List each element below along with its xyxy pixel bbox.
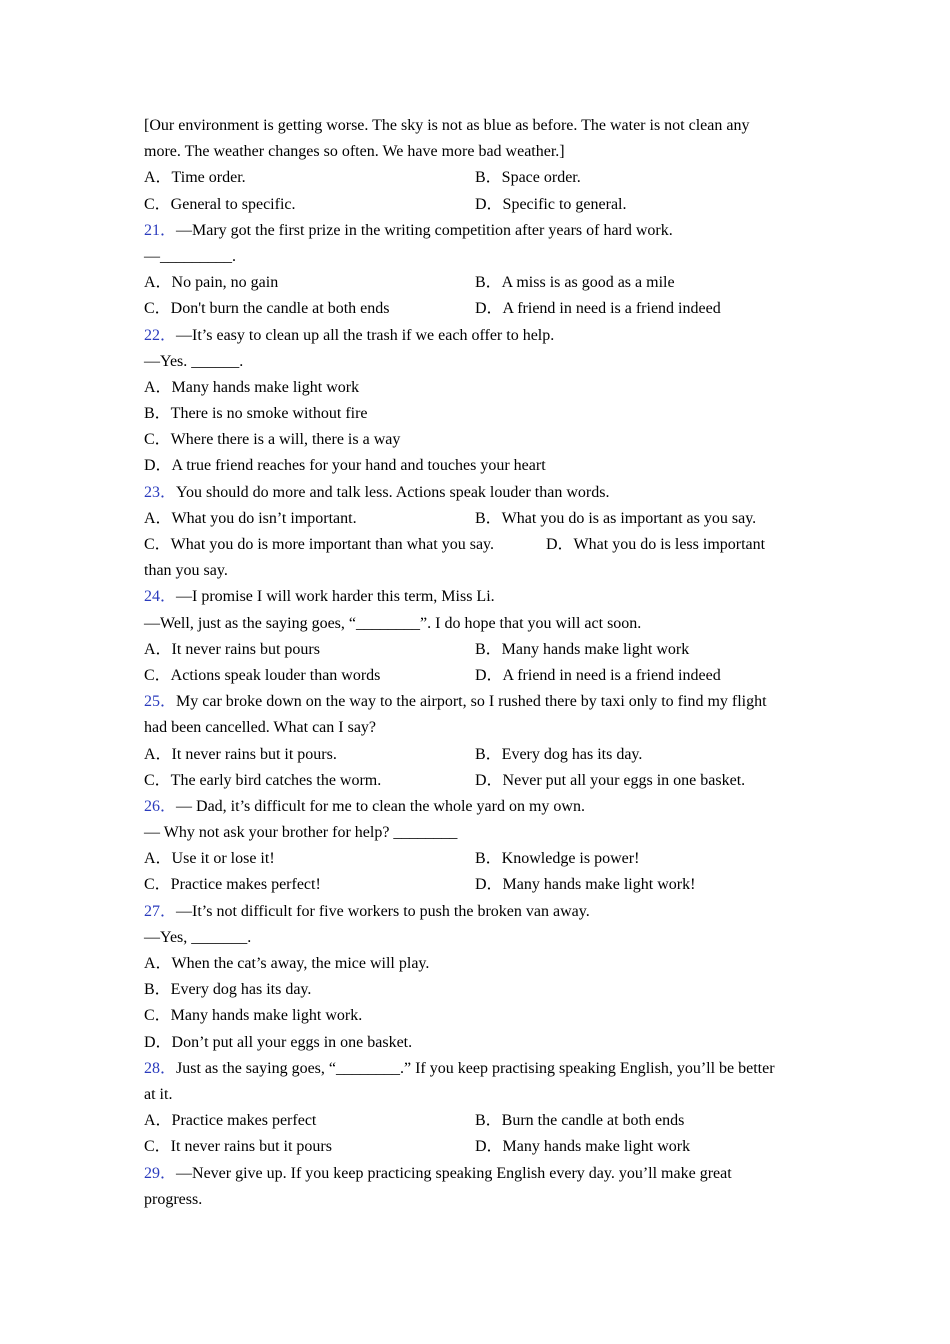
- question-continuation: had been cancelled. What can I say?: [144, 719, 377, 737]
- question-continuation: progress.: [144, 1190, 203, 1208]
- option-row: [144, 872, 809, 898]
- question-number: 29．: [144, 1164, 177, 1182]
- question-text: —Mary got the first prize in the writing competition after years of hard work.: [176, 221, 673, 239]
- option-c: C．The early bird catches the worm.: [144, 771, 382, 789]
- option-a: A．Practice makes perfect: [144, 1112, 317, 1130]
- question-23: [144, 480, 809, 506]
- question-22: [144, 323, 809, 349]
- question-number: 26．: [144, 797, 177, 815]
- option-d: D．Many hands make light work!: [475, 876, 696, 894]
- option-a: A．No pain, no gain: [144, 274, 279, 292]
- option-c: C．What you do is more important than what you say.: [144, 536, 495, 553]
- option-b: B．What you do is as important as you say.: [475, 509, 757, 527]
- reply-line: —_________.: [144, 247, 236, 265]
- option-c: C．General to specific.: [144, 195, 296, 213]
- reply-line: — Why not ask your brother for help? ________: [144, 824, 458, 842]
- question-number: 21．: [144, 221, 177, 239]
- question-text: —It’s easy to clean up all the trash if we each offer to help.: [176, 326, 555, 344]
- question-text: —It’s not difficult for five workers to push the broken van away.: [176, 902, 590, 920]
- option-row: [144, 663, 809, 689]
- question-25: [144, 689, 809, 715]
- question-continuation: at it.: [144, 1085, 173, 1103]
- option-b: B．A miss is as good as a mile: [475, 274, 675, 292]
- option-d: D．A friend in need is a friend indeed: [475, 666, 721, 684]
- option-row: [144, 846, 809, 872]
- option-a: A．Time order.: [144, 169, 246, 187]
- option-b: B．Space order.: [475, 169, 581, 187]
- option-d: D．Never put all your eggs in one basket.: [475, 771, 746, 789]
- option-a: A．When the cat’s away, the mice will play.: [144, 955, 430, 972]
- option-d: D．Don’t put all your eggs in one basket.: [144, 1033, 413, 1051]
- option-d: D．A friend in need is a friend indeed: [475, 300, 721, 318]
- question-number: 22．: [144, 326, 177, 344]
- question-number: 28．: [144, 1059, 177, 1077]
- option-row: [144, 1108, 809, 1134]
- question-27: [144, 899, 809, 925]
- question-text: —Never give up. If you keep practicing speaking English every day. you’ll make great: [176, 1164, 732, 1182]
- passage-line: [Our environment is getting worse. The sky is not as blue as before. The water is not clean any: [144, 117, 750, 134]
- question-29: [144, 1161, 809, 1187]
- question-number: 23．: [144, 483, 177, 501]
- option-row: [144, 165, 809, 191]
- option-a: A．Use it or lose it!: [144, 850, 275, 868]
- question-number: 24．: [144, 588, 177, 606]
- option-c: C．Many hands make light work.: [144, 1007, 363, 1025]
- option-a: A．What you do isn’t important.: [144, 509, 357, 527]
- option-c: C．It never rains but it pours: [144, 1138, 332, 1156]
- option-d: D．What you do is less important: [546, 536, 766, 553]
- option-row: [144, 192, 809, 218]
- option-a: A．It never rains but pours: [144, 640, 320, 658]
- option-d: D．Many hands make light work: [475, 1138, 691, 1156]
- reply-line: —Yes. ______.: [144, 352, 244, 370]
- question-21: [144, 218, 809, 244]
- option-c: C．Where there is a will, there is a way: [144, 431, 401, 449]
- question-text: — Dad, it’s difficult for me to clean the whole yard on my own.: [176, 797, 585, 815]
- option-row: [144, 532, 809, 558]
- option-b: B．There is no smoke without fire: [144, 405, 368, 423]
- question-text: My car broke down on the way to the airport, so I rushed there by taxi only to find my flight: [176, 693, 767, 711]
- option-b: B．Burn the candle at both ends: [475, 1112, 685, 1130]
- reply-line: —Well, just as the saying goes, “________”. I do hope that you will act soon.: [144, 614, 642, 632]
- worksheet-page: [144, 113, 809, 1213]
- question-number: 25．: [144, 693, 177, 711]
- option-row: [144, 768, 809, 794]
- option-c: C．Don't burn the candle at both ends: [144, 300, 390, 318]
- option-row: [144, 637, 809, 663]
- option-c: C．Practice makes perfect!: [144, 876, 321, 894]
- option-c: C．Actions speak louder than words: [144, 666, 381, 684]
- option-d: D．Specific to general.: [475, 195, 627, 213]
- option-row: [144, 742, 809, 768]
- option-row: [144, 1134, 809, 1160]
- option-a: A．It never rains but it pours.: [144, 745, 337, 763]
- option-b: B．Every dog has its day.: [144, 981, 312, 999]
- passage-line: more. The weather changes so often. We have more bad weather.]: [144, 143, 565, 161]
- option-b: B．Many hands make light work: [475, 640, 690, 658]
- option-a: A．Many hands make light work: [144, 378, 360, 396]
- option-b: B．Every dog has its day.: [475, 745, 643, 763]
- question-text: You should do more and talk less. Actions speak louder than words.: [176, 483, 610, 501]
- option-b: B．Knowledge is power!: [475, 850, 640, 868]
- question-text: —I promise I will work harder this term, Miss Li.: [176, 588, 495, 606]
- reply-line: —Yes, _______.: [144, 928, 252, 946]
- question-26: [144, 794, 809, 820]
- question-24: [144, 584, 809, 610]
- question-text: Just as the saying goes, “________.” If you keep practising speaking English, you’ll be better: [176, 1059, 775, 1077]
- option-row: [144, 506, 809, 532]
- option-row: [144, 296, 809, 322]
- option-row: [144, 270, 809, 296]
- option-continuation: than you say.: [144, 562, 228, 580]
- question-number: 27．: [144, 902, 177, 920]
- question-28: [144, 1056, 809, 1082]
- option-d: D．A true friend reaches for your hand and touches your heart: [144, 457, 546, 475]
